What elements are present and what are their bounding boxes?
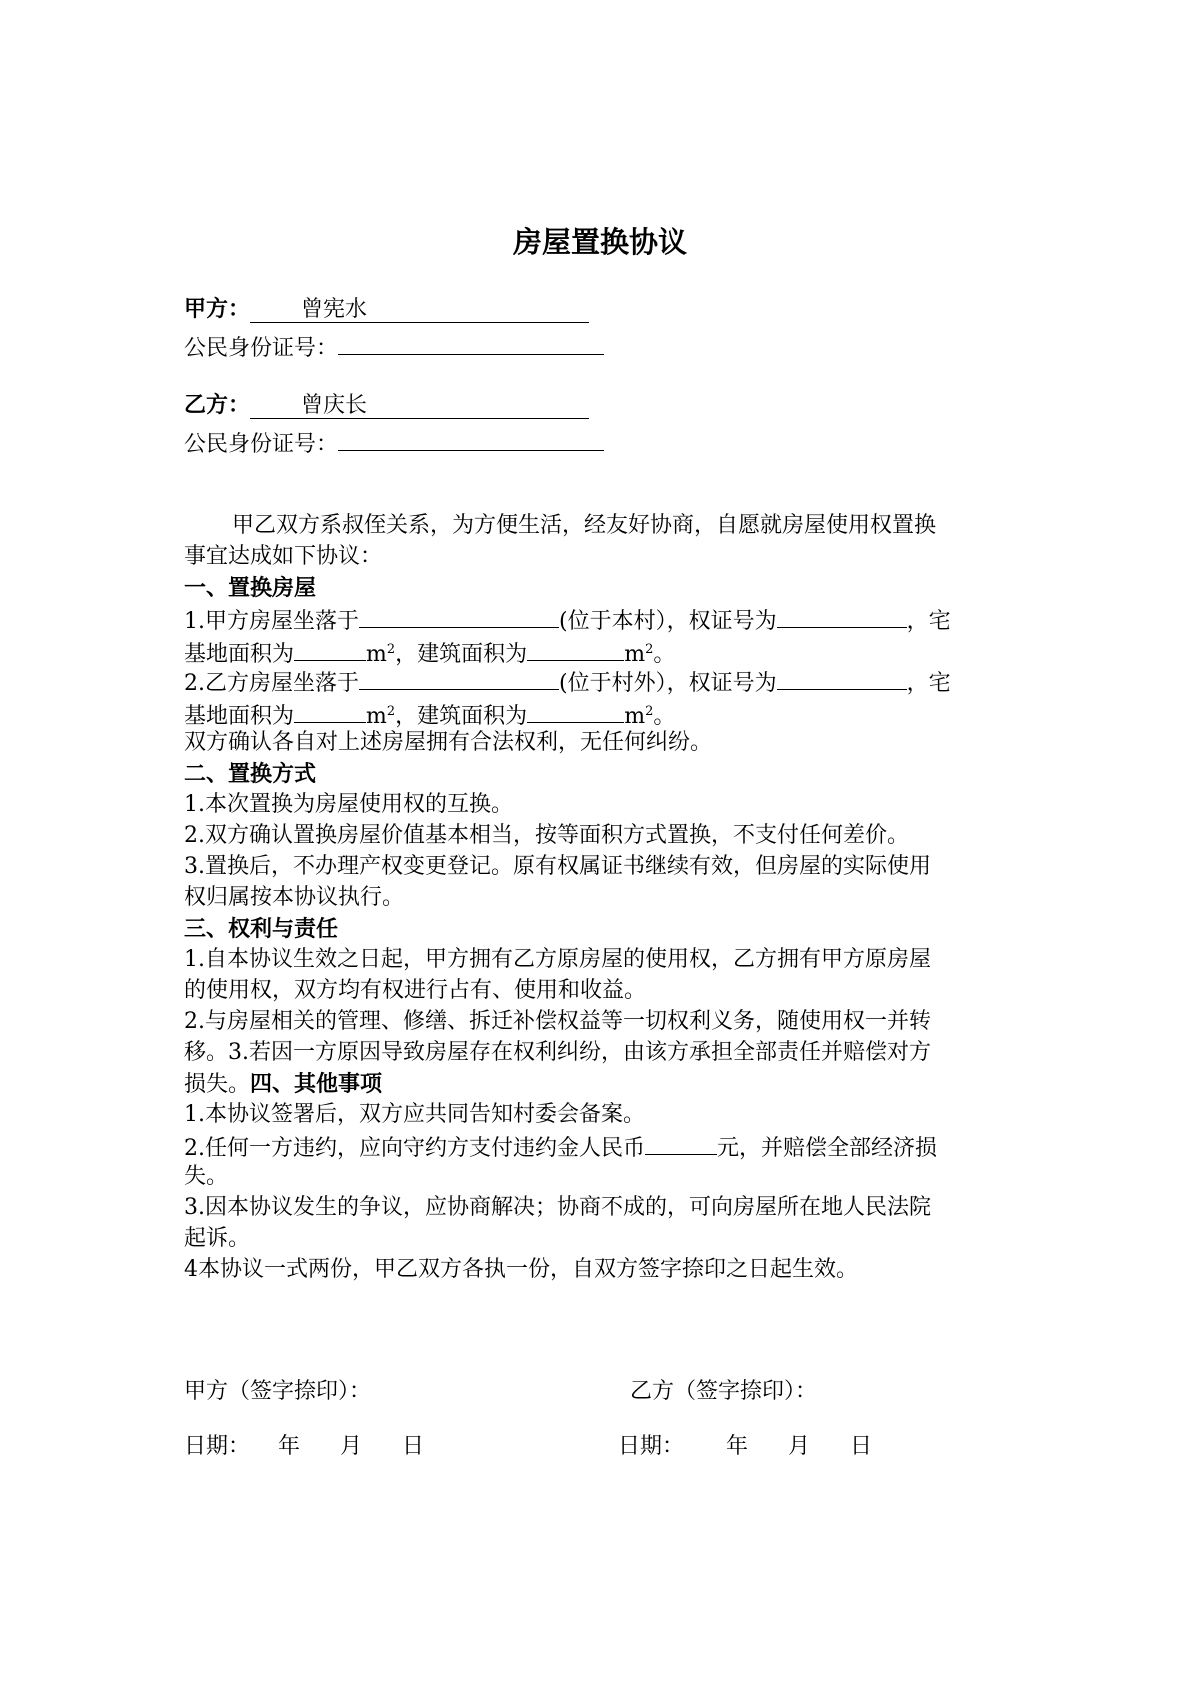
sec2-line: 2.双方确认置换房屋价值基本相当，按等面积方式置换，不支付任何差价。 (184, 823, 909, 848)
section-4-heading: 四、其他事项 (250, 1071, 383, 1097)
sec2-line: 1.本次置换为房屋使用权的互换。 (184, 792, 513, 817)
blank-location-a (359, 604, 559, 628)
text: ，权证号为 (666, 671, 777, 696)
party-a-id-label: 公民身份证号： (184, 336, 339, 361)
sec3-line: 移。3.若因一方原因导致房屋存在权利纠纷，由该方承担全部责任并赔偿对方 (184, 1040, 931, 1065)
party-a-id-line (184, 331, 604, 364)
text: ，宅 (906, 609, 951, 634)
text: m (624, 704, 646, 729)
sec1-confirm: 双方确认各自对上述房屋拥有合法权利，无任何纠纷。 (184, 730, 713, 755)
text: 2.乙方房屋坐落于 (184, 671, 359, 696)
sec4-line (184, 1131, 937, 1164)
sec4-line: 起诉。 (184, 1226, 251, 1251)
text: m (366, 642, 387, 667)
intro-line-2: 事宜达成如下协议： (184, 544, 383, 569)
text: 。 (653, 704, 676, 729)
blank-homestead-area-a (294, 637, 366, 661)
sec1-item1-line2 (184, 635, 675, 670)
party-b-date-month: 月 (788, 1434, 811, 1459)
page-title: 房屋置换协议 (513, 225, 688, 259)
party-b-date-year: 年 (726, 1434, 749, 1459)
blank-cert-a (777, 604, 907, 628)
superscript: 2 (645, 704, 654, 719)
sec2-line: 权归属按本协议执行。 (184, 885, 405, 910)
sec2-line: 3.置换后，不办理产权变更登记。原有权属证书继续有效，但房屋的实际使用 (184, 854, 931, 879)
text: m (366, 704, 387, 729)
text: ，建筑面积为 (395, 704, 528, 729)
party-a-label: 甲方： (184, 296, 251, 322)
sec1-item2-line1 (184, 666, 951, 699)
blank-penalty (645, 1131, 717, 1155)
text: 2.任何一方违约，应向守约方支付违约金人民币 (184, 1136, 645, 1161)
party-a-date-month: 月 (340, 1434, 363, 1459)
sec3-line: 1.自本协议生效之日起，甲方拥有乙方原房屋的使用权，乙方拥有甲方原房屋 (184, 947, 931, 972)
sec4-line: 4本协议一式两份，甲乙双方各执一份，自双方签字捺印之日起生效。 (184, 1257, 858, 1282)
party-a-date-label: 日期： (184, 1434, 251, 1459)
blank-location-b (359, 666, 559, 690)
party-b-date-day: 日 (850, 1434, 873, 1459)
intro-line-1: 甲乙双方系叔侄关系，为方便生活，经友好协商，自愿就房屋使用权置换 (232, 513, 937, 538)
section-1-heading: 一、置换房屋 (184, 575, 317, 601)
section-3-heading: 三、权利与责任 (184, 916, 339, 942)
text: 损失。 (184, 1072, 251, 1097)
text: ，宅 (906, 671, 951, 696)
party-a-name: 曾宪水 (250, 298, 589, 323)
text: 。 (653, 642, 676, 667)
sec3-last-line (184, 1069, 382, 1100)
party-a-signature-label: 甲方（签字捺印）： (184, 1379, 372, 1404)
text: (位于本村） (559, 609, 667, 634)
text: 1.甲方房屋坐落于 (184, 609, 359, 634)
text: ，权证号为 (666, 609, 777, 634)
party-a-line (184, 294, 589, 325)
party-a-id-blank (338, 331, 604, 355)
party-b-label: 乙方： (184, 392, 251, 418)
text: m (624, 642, 646, 667)
sec4-line: 失。 (184, 1164, 229, 1189)
party-b-line (184, 390, 589, 421)
party-a-date-day: 日 (402, 1434, 425, 1459)
blank-building-area-b (527, 699, 624, 723)
text: 基地面积为 (184, 642, 295, 667)
party-b-id-label: 公民身份证号： (184, 432, 339, 457)
text: ，建筑面积为 (395, 642, 528, 667)
superscript: 2 (645, 642, 654, 657)
superscript: 2 (386, 704, 396, 719)
sec3-line: 的使用权，双方均有权进行占有、使用和收益。 (184, 978, 647, 1003)
sec1-item2-line2 (184, 697, 675, 732)
sec4-line: 3.因本协议发生的争议，应协商解决；协商不成的，可向房屋所在地人民法院 (184, 1195, 931, 1220)
party-b-id-line (184, 427, 604, 460)
section-2-heading: 二、置换方式 (184, 761, 317, 787)
blank-building-area-a (527, 637, 624, 661)
party-a-date-year: 年 (278, 1434, 301, 1459)
text: 基地面积为 (184, 704, 295, 729)
blank-cert-b (777, 666, 907, 690)
text: (位于村外） (559, 671, 667, 696)
superscript: 2 (386, 642, 396, 657)
sec3-line: 2.与房屋相关的管理、修缮、拆迁补偿权益等一切权利义务，随使用权一并转 (184, 1009, 931, 1034)
sec1-item1-line1 (184, 604, 951, 637)
text: 元，并赔偿全部经济损 (717, 1136, 938, 1161)
party-b-id-blank (338, 427, 604, 451)
sec4-line: 1.本协议签署后，双方应共同告知村委会备案。 (184, 1102, 645, 1127)
blank-homestead-area-b (294, 699, 366, 723)
party-b-date-label: 日期： (618, 1434, 685, 1459)
party-b-signature-label: 乙方（签字捺印）： (630, 1379, 818, 1404)
party-b-name: 曾庆长 (250, 394, 589, 419)
